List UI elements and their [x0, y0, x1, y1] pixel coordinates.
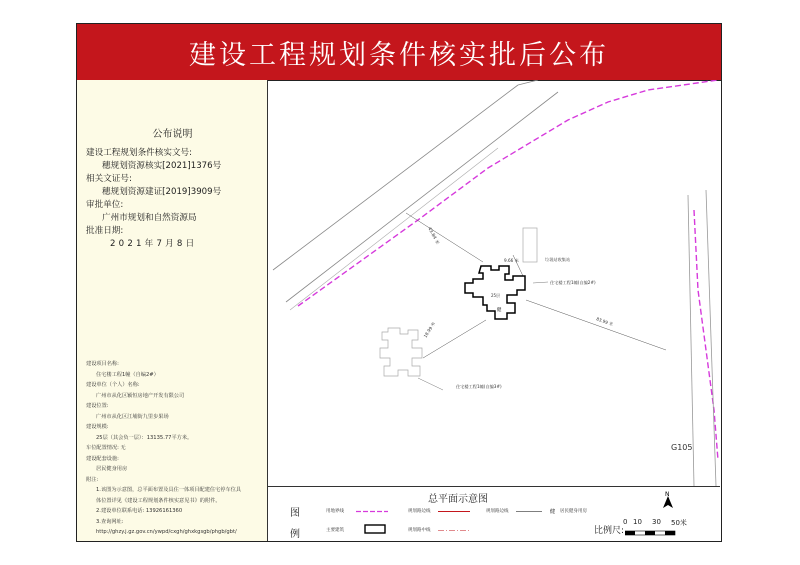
land-boundary — [694, 210, 718, 460]
notice-board — [76, 23, 722, 542]
legend-fitness-mark: 健 — [550, 509, 556, 515]
legend-tu: 图 — [290, 508, 300, 519]
dim-left-label: 18.99 米 — [422, 321, 437, 339]
cert-label: 相关文证号: — [86, 174, 132, 184]
legend-li: 例 — [290, 529, 300, 540]
cert-value: 穗规划资源建证[2019]3909号 — [102, 187, 222, 197]
road-edge-line — [518, 80, 538, 85]
date-label: 批准日期: — [86, 226, 124, 236]
other-building — [380, 328, 422, 376]
location-value: 广州市从化区江埔街九里步果场 — [96, 413, 169, 420]
doc-no-value: 穗规划资源核实[2021]1376号 — [102, 161, 222, 171]
scale-50: 50米 — [671, 519, 687, 527]
dimension-line — [526, 300, 666, 350]
legend-road-edge-label: 规划路边线 — [486, 509, 509, 514]
banner-title: 建设工程规划条件核实批后公布 — [77, 24, 721, 81]
location-label: 建设位置: — [86, 403, 109, 409]
site-plan-map — [268, 80, 720, 486]
legend-main-building-sample — [364, 524, 386, 534]
note-3: 3.查询网址: — [96, 518, 124, 525]
parking-label: 车位配置情况: 无 — [86, 445, 126, 451]
leader-line — [533, 282, 548, 283]
dim-north-label: 43.84 米 — [426, 226, 440, 246]
legend-fitness-label: 居民健身用房 — [560, 509, 587, 514]
road-label-g105: G105 — [671, 443, 693, 452]
project-info — [86, 359, 241, 538]
legend-boundary-sample — [356, 509, 388, 514]
date-value: 2021年7月8日 — [110, 239, 198, 249]
scale-30: 30 — [652, 518, 661, 526]
scale-bar-label: 比例尺: — [594, 526, 625, 536]
legend-main-building-label: 主要建筑 — [326, 528, 344, 533]
building-floors-label: 25层 — [491, 293, 501, 298]
scale-bar — [625, 530, 685, 536]
notice-panel — [77, 80, 268, 541]
legend-road-center-label: 规划路中线 — [408, 528, 431, 533]
legend-redline-sample — [438, 509, 470, 514]
north-label: N — [665, 491, 670, 498]
building-fitness-mark: 健 — [497, 308, 502, 313]
dim-top-label: 9.66 米 — [504, 258, 519, 263]
facility-label: 建设配套设施: — [86, 455, 119, 462]
note-3b: http://ghzy.j.gz.gov.cn/ywpd/cxgh/ghxkgsgb/phgb/gbt/ — [96, 529, 237, 535]
builder-value: 广州市从化区颖恒房地产开发有限公司 — [96, 392, 185, 399]
trash-station-label: 垃圾站收集站 — [545, 257, 571, 262]
approval-info — [86, 147, 221, 251]
facility-value: 居民健身用房 — [96, 466, 128, 472]
building-3-label: 住宅楼工程1幢(自编3#) — [456, 384, 502, 389]
dim-right-label: 83.99 米 — [595, 316, 614, 327]
project-name-label: 建设项目名称: — [86, 361, 119, 367]
road-edge-line — [273, 85, 518, 270]
note-2: 2.建设单位联系电话: 13926161360 — [96, 508, 183, 514]
note-1: 1.该图为示意图，总平面布置及具住一体项目配建住宅停车位具 — [96, 487, 242, 493]
legend-redline-label: 规划路边线 — [408, 509, 431, 514]
building-2-label: 住宅楼工程1幢(自编2#) — [550, 280, 596, 285]
approver-label: 审批单位: — [86, 200, 124, 210]
doc-no-label: 建设工程规划条件核实文号: — [86, 148, 193, 158]
north-arrow-icon — [661, 490, 675, 510]
trash-station-outline — [523, 228, 537, 262]
note-1b: 体位置详见《建设工程规划条件核实意见书》的附件。 — [96, 497, 221, 504]
project-name-value: 住宅楼工程1幢（自编2#） — [96, 371, 159, 378]
legend-title: 总平面示意图 — [428, 494, 488, 505]
road-edge-line — [706, 190, 716, 486]
leader-line — [418, 378, 443, 390]
notice-title: 公布说明 — [152, 129, 193, 140]
road-edge-line — [286, 92, 558, 302]
legend-boundary-label: 用地界线 — [326, 509, 344, 514]
legend-panel — [268, 486, 720, 542]
approver-value: 广州市规划和自然资源局 — [102, 213, 197, 223]
legend-road-edge-sample — [516, 509, 542, 514]
builder-label: 建设单位（个人）名称: — [86, 382, 140, 388]
notes-label: 附注: — [86, 476, 99, 483]
dimension-line — [406, 213, 483, 262]
scale-label: 建设规模: — [86, 424, 109, 430]
legend-road-center-sample — [438, 528, 470, 533]
scale-10: 10 — [633, 518, 642, 526]
scale-value: 25层（其会负一层）：13135.77平方米。 — [96, 434, 193, 441]
scale-0: 0 — [623, 518, 628, 526]
